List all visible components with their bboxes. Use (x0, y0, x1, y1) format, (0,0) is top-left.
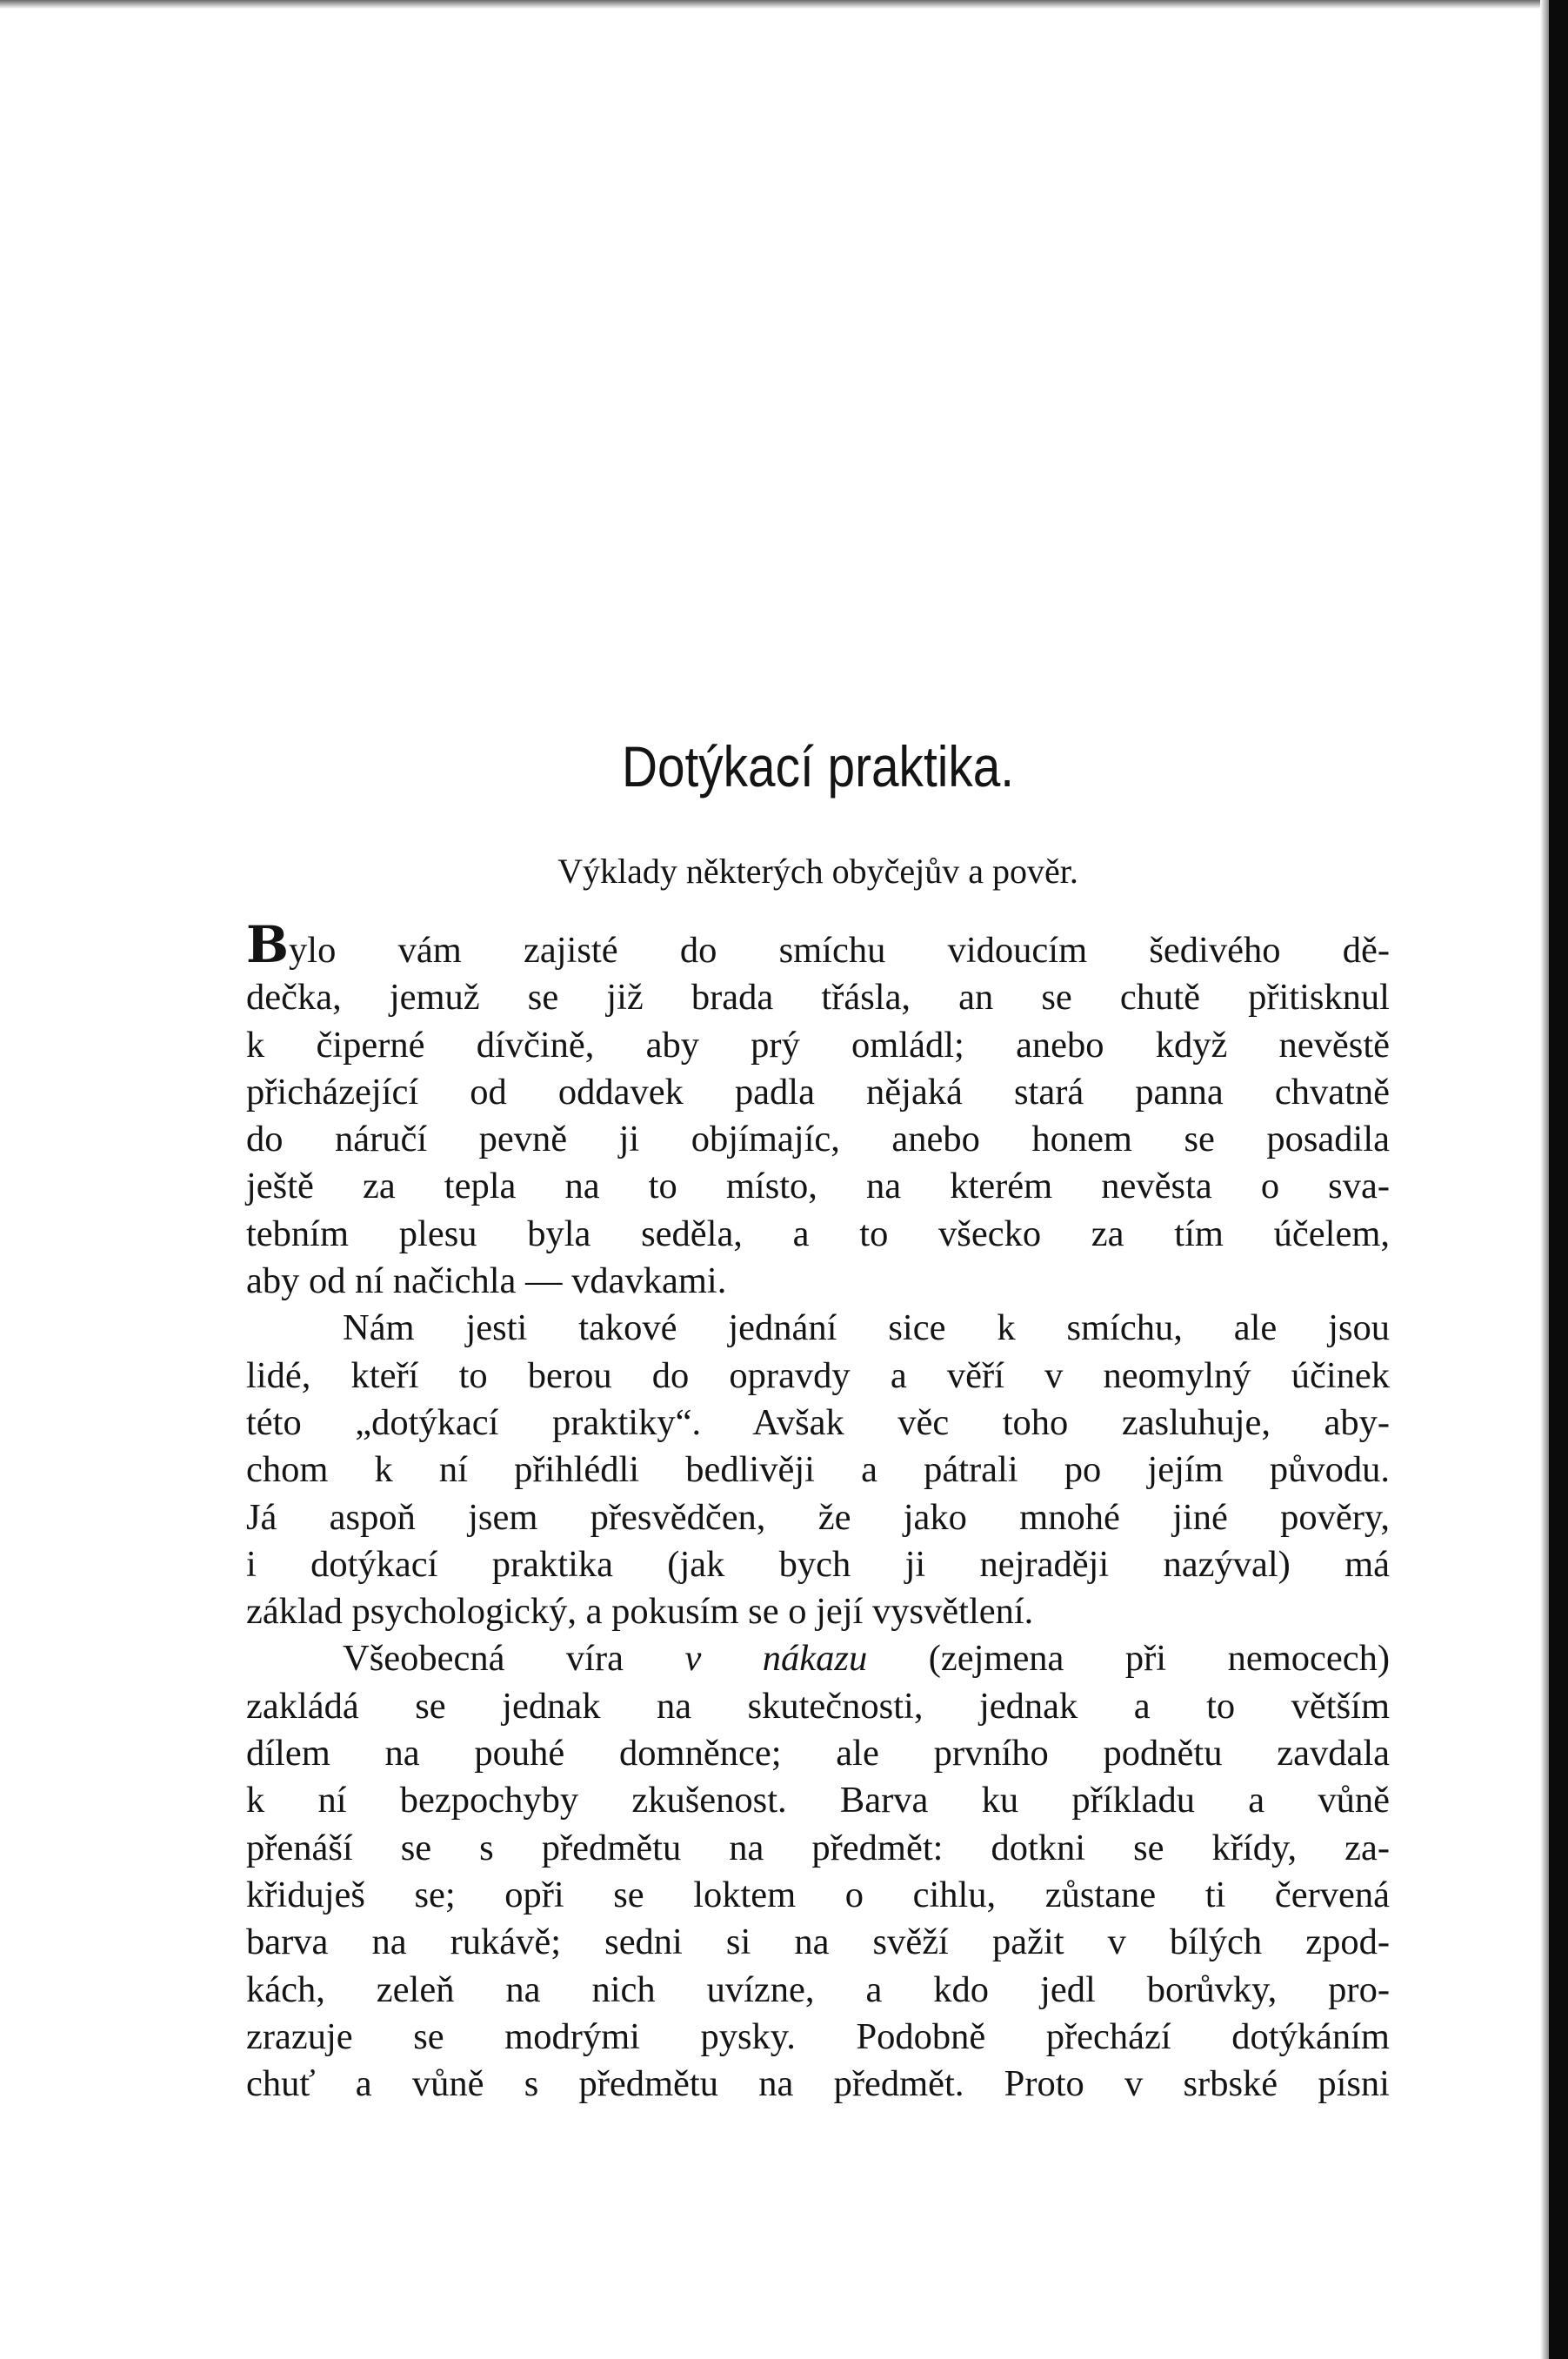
text-line: Bylo vám zajisté do smíchu vidoucím šedivého dě- (246, 915, 1390, 974)
paragraph-1 (246, 915, 1390, 1305)
text-line: lidé, kteří to berou do opravdy a věří v neomylný účinek (246, 1354, 1390, 1396)
text-line: tebním plesu byla seděla, a to všecko za tím účelem, (246, 1213, 1390, 1254)
text-line: zakládá se jednak na skutečnosti, jednak a to větším (246, 1685, 1390, 1727)
text-line: Já aspoň jsem přesvědčen, že jako mnohé jiné pověry, (246, 1496, 1390, 1538)
text-line: přenáší se s předmětu na předmět: dotkni se křídy, za- (246, 1827, 1390, 1868)
text-line: chom k ní přihlédli bedlivěji a pátrali po jejím původu. (246, 1449, 1390, 1491)
text-line: této „dotýkací praktiky“. Avšak věc toho zasluhuje, aby- (246, 1401, 1390, 1443)
paragraph-2 (246, 1305, 1390, 1635)
text-line: do náručí pevně ji objímajíc, anebo honem se posadila (246, 1119, 1390, 1160)
chapter-title: Dotýkací praktika. (621, 734, 1015, 799)
scan-shadow-right (1540, 0, 1549, 2359)
text-line: kách, zeleň na nich uvízne, a kdo jedl borůvky, pro- (246, 1968, 1390, 2010)
scan-edge-right (1549, 0, 1568, 2359)
text-line: i dotýkací praktika (jak bych ji nejraději nazýval) má (246, 1543, 1390, 1585)
text-line: dílem na pouhé domněnce; ale prvního podnětu zavdala (246, 1733, 1390, 1774)
text-line: Všeobecná víra v nákazu (zejmena při nemocech) (343, 1638, 1390, 1680)
scan-shadow-top (0, 0, 1568, 9)
text-line: aby od ní načichla — vdavkami. (246, 1260, 727, 1302)
text-line: ještě za tepla na to místo, na kterém nevěsta o sva- (246, 1166, 1390, 1207)
chapter-subtitle: Výklady některých obyčejův a pověr. (557, 852, 1078, 891)
text-line: dečka, jemuž se již brada třásla, an se chutě přitisknul (246, 977, 1390, 1019)
emphasis: v nákazu (684, 1638, 868, 1680)
drop-cap: B (246, 915, 290, 974)
text-line: základ psychologický, a pokusím se o její vysvětlení. (246, 1591, 1034, 1633)
text-line: zrazuje se modrými pysky. Podobně přechází dotýkáním (246, 2015, 1390, 2057)
text-line: barva na rukávě; sedni si na svěží pažit v bílých zpod- (246, 1921, 1390, 1963)
text-line: chuť a vůně s předmětu na předmět. Proto v srbské písni (246, 2063, 1390, 2105)
text-line: křiduješ se; opři se loktem o cihlu, zůstane ti červená (246, 1874, 1390, 1915)
page-body (246, 727, 1390, 2108)
text-line: k ní bezpochyby zkušenost. Barva ku příkladu a vůně (246, 1780, 1390, 1821)
text-line: Nám jesti takové jednání sice k smíchu, ale jsou (343, 1307, 1390, 1349)
paragraph-3 (246, 1635, 1390, 2108)
text-line: k čiperné dívčině, aby prý omládl; anebo když nevěstě (246, 1024, 1390, 1066)
text-line: přicházející od oddavek padla nějaká stará panna chvatně (246, 1071, 1390, 1113)
